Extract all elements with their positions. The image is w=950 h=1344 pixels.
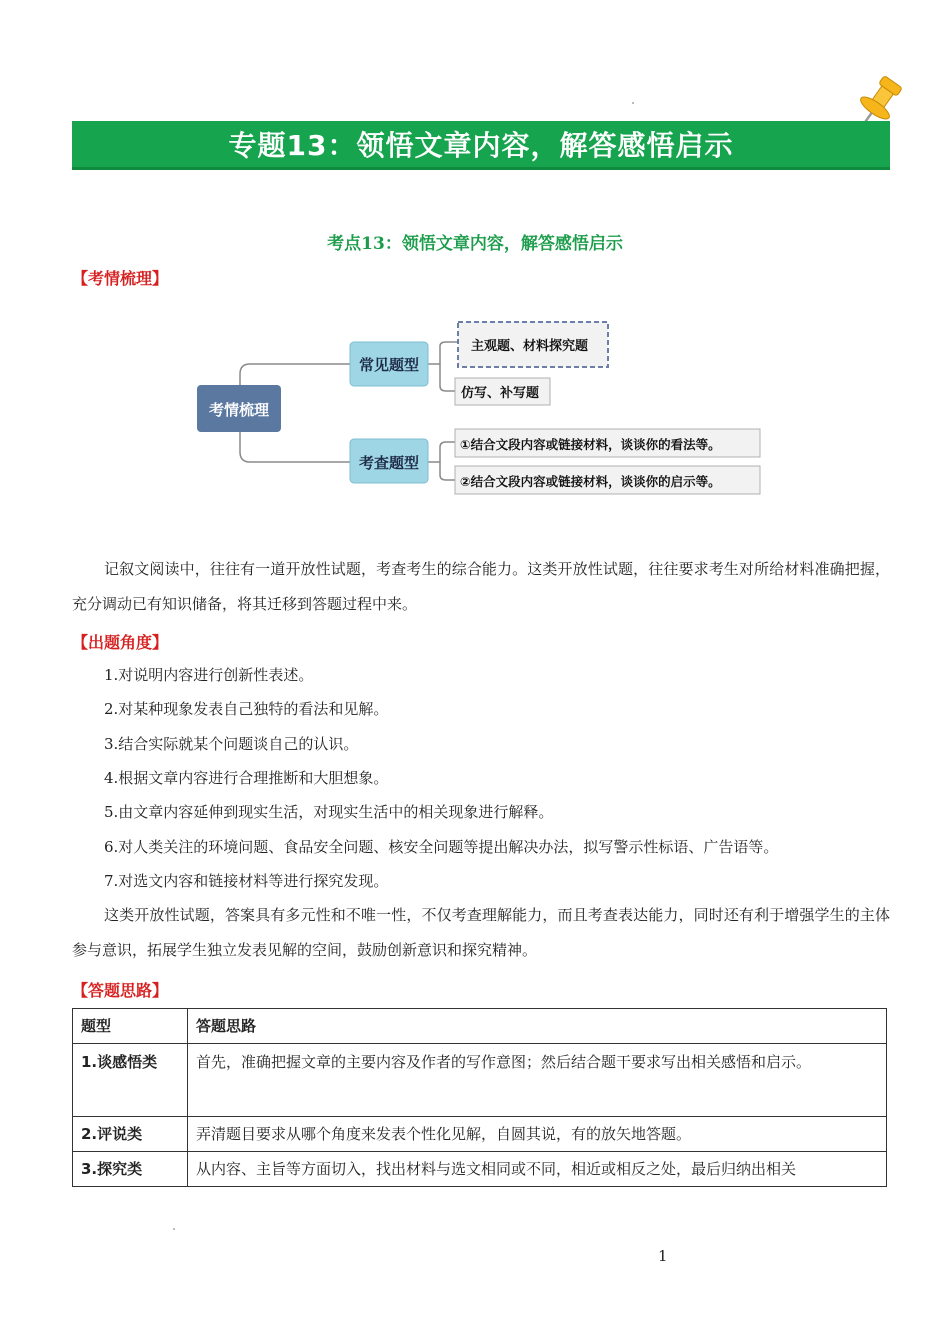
table-header-cell: 题型 xyxy=(73,1009,188,1044)
mindmap-leaf4-label: ②结合文段内容或链接材料，谈谈你的启示等。 xyxy=(460,474,721,489)
table-row xyxy=(73,1117,887,1152)
intro-paragraph: 记叙文阅读中，往往有一道开放性试题，考查考生的综合能力。这类开放性试题，往往要求考生对所给材料准确把握，充分调动已有知识储备，将其迁移到答题过程中来。 xyxy=(72,560,890,613)
answer-method-table xyxy=(72,1008,887,1187)
table-row xyxy=(73,1152,887,1187)
connector-root-branch1 xyxy=(240,364,350,385)
mindmap-leaf1-label: 主观题、材料探究题 xyxy=(471,339,589,354)
table-cell-method: 弄清题目要求从哪个角度来发表个性化见解，自圆其说，有的放矢地答题。 xyxy=(188,1117,887,1152)
table-cell-type: 3.探究类 xyxy=(73,1152,188,1187)
mindmap-branch2-label: 考查题型 xyxy=(358,454,420,472)
label-kaoqing: 【考情梳理】 xyxy=(72,269,169,288)
mindmap-leaf3-label: ①结合文段内容或链接材料，谈谈你的看法等。 xyxy=(460,437,721,452)
table-cell-method: 首先，准确把握文章的主要内容及作者的写作意图；然后结合题干要求写出相关感悟和启示。 xyxy=(188,1044,887,1117)
angle-item: 2.对某种现象发表自己独特的看法和见解。 xyxy=(104,700,389,718)
connector-branch1-leaf1 xyxy=(428,342,458,364)
table-row xyxy=(73,1044,887,1117)
table-cell-type: 2.评说类 xyxy=(73,1117,188,1152)
summary-paragraph: 这类开放性试题，答案具有多元性和不唯一性，不仅考查理解能力，而且考查表达能力，同时还有利于增强学生的主体参与意识，拓展学生独立发表见解的空间，鼓励创新意识和探究精神。 xyxy=(72,906,890,959)
connector-root-branch2 xyxy=(240,432,350,462)
connector-branch2-leaf4 xyxy=(440,462,455,480)
table-cell-type: 1.谈感悟类 xyxy=(73,1044,188,1117)
label-chuti: 【出题角度】 xyxy=(72,633,169,652)
table-cell-method: 从内容、主旨等方面切入，找出材料与选文相同或不同，相近或相反之处，最后归纳出相关 xyxy=(188,1152,887,1187)
connector-branch1-leaf2 xyxy=(440,364,455,391)
angle-item: 7.对选文内容和链接材料等进行探究发现。 xyxy=(104,872,389,890)
angle-item: 5.由文章内容延伸到现实生活，对现实生活中的相关现象进行解释。 xyxy=(104,803,554,821)
mindmap-branch1-label: 常见题型 xyxy=(358,356,420,374)
mindmap-leaf2-label: 仿写、补写题 xyxy=(461,386,540,401)
topic-banner xyxy=(72,121,890,170)
mindmap-root-label: 考情梳理 xyxy=(208,401,270,419)
angle-item: 3.结合实际就某个问题谈自己的认识。 xyxy=(104,735,359,753)
section-subtitle: 考点13：领悟文章内容，解答感悟启示 xyxy=(327,234,623,254)
label-dati: 【答题思路】 xyxy=(72,981,169,1000)
banner-title: 专题13：领悟文章内容，解答感悟启示 xyxy=(228,129,734,162)
page-number: 1 xyxy=(658,1247,668,1265)
angle-item: 1.对说明内容进行创新性表述。 xyxy=(104,666,314,684)
angle-item: 6.对人类关注的环境问题、食品安全问题、核安全问题等提出解决办法，拟写警示性标语、广告语等。 xyxy=(104,838,779,856)
connector-branch2-leaf3 xyxy=(428,442,455,462)
angle-item: 4.根据文章内容进行合理推断和大胆想象。 xyxy=(104,769,389,787)
table-header-row xyxy=(73,1009,887,1044)
mindmap-diagram xyxy=(190,312,770,502)
table-header-cell: 答题思路 xyxy=(188,1009,887,1044)
